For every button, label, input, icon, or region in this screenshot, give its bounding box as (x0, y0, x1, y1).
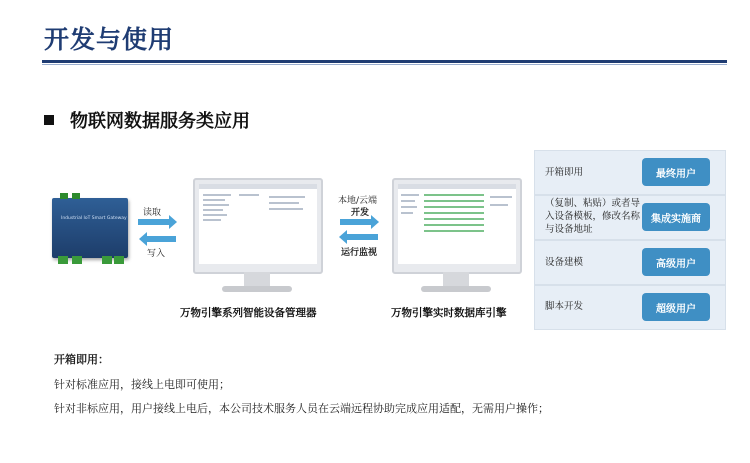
device-manager-caption: 万物引擎系列智能设备管理器 (180, 307, 317, 319)
device-manager-monitor (193, 178, 323, 274)
body-line-2: 针对非标应用，用户接线上电后，本公司技术服务人员在云端远程协助完成应用适配，无需用户操作； (54, 402, 549, 415)
title-rule-thin (42, 64, 727, 65)
dev-label: 开发 (351, 208, 370, 218)
develop-arrow-icon (340, 219, 372, 225)
end-user-button[interactable]: 最终用户 (642, 158, 710, 186)
bullet-square-icon (44, 115, 54, 125)
read-label: 读取 (143, 208, 162, 218)
device-manager-screen (199, 184, 317, 264)
body-line-1: 针对标准应用，接线上电即可使用； (54, 378, 230, 391)
realtime-db-monitor (392, 178, 522, 274)
write-label: 写入 (147, 249, 166, 259)
section-title: 物联网数据服务类应用 (70, 111, 250, 132)
panel-row-modeling (534, 240, 726, 285)
title-rule (42, 60, 727, 63)
page-title: 开发与使用 (44, 25, 175, 54)
integrator-button[interactable]: 集成实施商 (642, 203, 710, 231)
realtime-db-caption: 万物引擎实时数据库引擎 (391, 307, 507, 319)
panel-label: 开箱即用 (545, 167, 584, 178)
write-arrow-icon (146, 236, 176, 242)
device-label: Industrial IoT Smart Gateway (61, 216, 127, 221)
advanced-user-button[interactable]: 高级用户 (642, 248, 710, 276)
panel-label: （复制、粘贴）或者导入设备模板，修改名称与设备地址 (545, 198, 641, 235)
panel-label: 设备建模 (545, 257, 584, 268)
realtime-db-screen (398, 184, 516, 264)
super-user-button[interactable]: 超级用户 (642, 293, 710, 321)
section-heading (44, 107, 250, 133)
read-arrow-icon (138, 219, 170, 225)
panel-label: 脚本开发 (545, 301, 584, 312)
gateway-device-image (52, 198, 128, 258)
dev-label-top: 本地/云端 (338, 196, 378, 206)
monitor-label: 运行监视 (341, 248, 378, 258)
body-heading: 开箱即用： (54, 353, 109, 366)
panel-row-script (534, 285, 726, 330)
monitor-arrow-icon (346, 234, 378, 240)
panel-row-ready (534, 150, 726, 195)
panel-row-template (534, 195, 726, 240)
